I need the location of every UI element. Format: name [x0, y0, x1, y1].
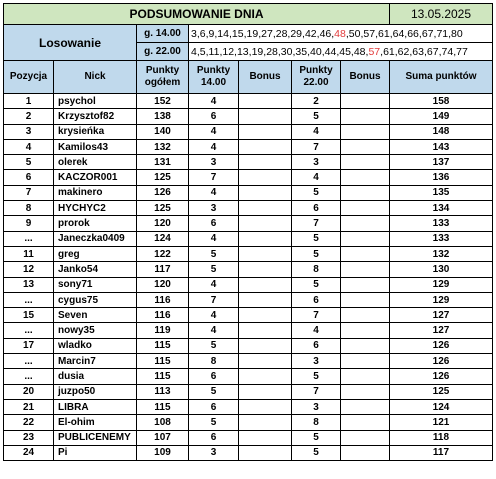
points-2200-cell: 5 — [292, 185, 341, 200]
points-2200-cell: 6 — [292, 338, 341, 353]
nick-cell: wladko — [54, 338, 137, 353]
bonus-1400-cell — [239, 109, 292, 124]
points-2200-cell: 8 — [292, 262, 341, 277]
table-row — [4, 109, 493, 124]
bonus-1400-cell — [239, 262, 292, 277]
points-1400-cell: 6 — [189, 109, 239, 124]
points-2200-cell: 7 — [292, 216, 341, 231]
sum-points-cell: 133 — [390, 216, 493, 231]
bonus-2200-cell — [341, 338, 390, 353]
points-1400-cell: 7 — [189, 292, 239, 307]
nick-cell: El-ohim — [54, 415, 137, 430]
bonus-1400-cell — [239, 399, 292, 414]
bonus-2200-cell — [341, 124, 390, 139]
draw-number: 62 — [397, 45, 410, 58]
bonus-2200-cell — [341, 185, 390, 200]
col-header-position: Pozycja — [4, 61, 54, 94]
draw-number: 3 — [191, 27, 197, 40]
bonus-1400-cell — [239, 139, 292, 154]
position-cell: 1 — [4, 94, 54, 109]
draw-number: 67 — [426, 45, 439, 58]
position-cell: 8 — [4, 201, 54, 216]
draw-number: 15 — [231, 27, 244, 40]
points-1400-cell: 4 — [189, 323, 239, 338]
points-1400-cell: 4 — [189, 139, 239, 154]
total-points-cell: 122 — [137, 246, 189, 261]
points-1400-cell: 4 — [189, 231, 239, 246]
points-2200-cell: 3 — [292, 399, 341, 414]
sum-points-cell: 125 — [390, 384, 493, 399]
total-points-cell: 115 — [137, 369, 189, 384]
position-cell: 20 — [4, 384, 54, 399]
position-cell: 23 — [4, 430, 54, 445]
position-cell: 24 — [4, 445, 54, 460]
nick-cell: HYCHYC2 — [54, 201, 137, 216]
bonus-1400-cell — [239, 185, 292, 200]
bonus-1400-cell — [239, 369, 292, 384]
table-row — [4, 292, 493, 307]
draw-number: 5 — [199, 45, 206, 58]
sum-points-cell: 118 — [390, 430, 493, 445]
bonus-2200-cell — [341, 109, 390, 124]
sum-points-cell: 126 — [390, 338, 493, 353]
draw-number: 57 — [363, 27, 376, 40]
nick-cell: krysieńka — [54, 124, 137, 139]
draw-number: 61 — [378, 27, 390, 40]
draw-number: 35 — [295, 45, 308, 58]
total-points-cell: 107 — [137, 430, 189, 445]
bonus-2200-cell — [341, 445, 390, 460]
points-1400-cell: 3 — [189, 445, 239, 460]
position-cell: 12 — [4, 262, 54, 277]
bonus-2200-cell — [341, 384, 390, 399]
points-1400-cell: 5 — [189, 338, 239, 353]
sum-points-cell: 127 — [390, 323, 493, 338]
points-1400-cell: 5 — [189, 246, 239, 261]
total-points-cell: 152 — [137, 94, 189, 109]
position-cell: 21 — [4, 399, 54, 414]
draw-number: 19 — [246, 27, 259, 40]
draw-number: 74 — [441, 45, 454, 58]
position-cell: 22 — [4, 415, 54, 430]
draw-number: 29 — [290, 27, 303, 40]
position-cell: ... — [4, 323, 54, 338]
points-2200-cell: 3 — [292, 354, 341, 369]
points-1400-cell: 5 — [189, 262, 239, 277]
bonus-2200-cell — [341, 292, 390, 307]
bonus-2200-cell — [341, 430, 390, 445]
points-1400-cell: 4 — [189, 277, 239, 292]
col-header-nick: Nick — [54, 61, 137, 94]
summary-table — [3, 3, 493, 461]
points-1400-cell: 8 — [189, 354, 239, 369]
position-cell: 11 — [4, 246, 54, 261]
points-1400-cell: 3 — [189, 155, 239, 170]
draw-number: 12 — [222, 45, 235, 58]
bonus-1400-cell — [239, 201, 292, 216]
bonus-1400-cell — [239, 415, 292, 430]
bonus-2200-cell — [341, 277, 390, 292]
bonus-1400-cell — [239, 94, 292, 109]
draw-number: 30 — [280, 45, 293, 58]
sum-points-cell: 133 — [390, 231, 493, 246]
points-2200-cell: 2 — [292, 94, 341, 109]
points-2200-cell: 4 — [292, 323, 341, 338]
bonus-2200-cell — [341, 246, 390, 261]
points-2200-cell: 5 — [292, 231, 341, 246]
points-2200-cell: 7 — [292, 384, 341, 399]
nick-cell: dusia — [54, 369, 137, 384]
bonus-1400-cell — [239, 170, 292, 185]
total-points-cell: 138 — [137, 109, 189, 124]
nick-cell: prorok — [54, 216, 137, 231]
points-2200-cell: 3 — [292, 155, 341, 170]
draw-number: 28 — [275, 27, 288, 40]
total-points-cell: 120 — [137, 277, 189, 292]
sum-points-cell: 136 — [390, 170, 493, 185]
draw-number: 64 — [392, 27, 405, 40]
table-row — [4, 384, 493, 399]
points-1400-cell: 7 — [189, 170, 239, 185]
bonus-2200-cell — [341, 170, 390, 185]
nick-cell: psychol — [54, 94, 137, 109]
bonus-1400-cell — [239, 155, 292, 170]
points-1400-cell: 4 — [189, 185, 239, 200]
sum-points-cell: 132 — [390, 246, 493, 261]
nick-cell: Pi — [54, 445, 137, 460]
draw-number: 40 — [310, 45, 322, 58]
sum-points-cell: 129 — [390, 277, 493, 292]
bonus-2200-cell — [341, 155, 390, 170]
points-1400-cell: 5 — [189, 415, 239, 430]
position-cell: ... — [4, 231, 54, 246]
total-points-cell: 108 — [137, 415, 189, 430]
points-2200-cell: 5 — [292, 277, 341, 292]
draw-number: 45 — [339, 45, 351, 58]
draw-number: 57 — [368, 45, 381, 58]
sum-points-cell: 137 — [390, 155, 493, 170]
report-date: 13.05.2025 — [390, 4, 493, 25]
bonus-2200-cell — [341, 139, 390, 154]
bonus-1400-cell — [239, 292, 292, 307]
total-points-cell: 119 — [137, 323, 189, 338]
sum-points-cell: 126 — [390, 354, 493, 369]
nick-cell: Krzysztof82 — [54, 109, 137, 124]
col-header-sum: Suma punktów — [390, 61, 493, 94]
draw-number: 14 — [217, 27, 229, 40]
draw-number: 19 — [251, 45, 264, 58]
nick-cell: nowy35 — [54, 323, 137, 338]
nick-cell: Seven — [54, 308, 137, 323]
nick-cell: cygus75 — [54, 292, 137, 307]
draw-number: 77 — [456, 45, 468, 58]
position-cell: 17 — [4, 338, 54, 353]
bonus-1400-cell — [239, 216, 292, 231]
total-points-cell: 113 — [137, 384, 189, 399]
draw-number: 4 — [191, 45, 197, 58]
draw-number: 63 — [412, 45, 424, 58]
table-row — [4, 354, 493, 369]
draw-number: 66 — [407, 27, 419, 40]
page-title: PODSUMOWANIE DNIA — [4, 4, 390, 25]
nick-cell: KACZOR001 — [54, 170, 137, 185]
position-cell: 7 — [4, 185, 54, 200]
bonus-2200-cell — [341, 415, 390, 430]
total-points-cell: 124 — [137, 231, 189, 246]
points-1400-cell: 4 — [189, 308, 239, 323]
table-row — [4, 445, 493, 460]
bonus-2200-cell — [341, 262, 390, 277]
nick-cell: makinero — [54, 185, 137, 200]
sum-points-cell: 117 — [390, 445, 493, 460]
total-points-cell: 125 — [137, 170, 189, 185]
draw-number: 61 — [383, 45, 395, 58]
total-points-cell: 117 — [137, 262, 189, 277]
position-cell: 5 — [4, 155, 54, 170]
draw-number: 27 — [261, 27, 273, 40]
table-row — [4, 369, 493, 384]
total-points-cell: 131 — [137, 155, 189, 170]
col-header-bonus-1400: Bonus — [239, 61, 292, 94]
draw-number: 13 — [236, 45, 249, 58]
table-row — [4, 216, 493, 231]
sum-points-cell: 134 — [390, 201, 493, 216]
points-1400-cell: 4 — [189, 124, 239, 139]
bonus-1400-cell — [239, 231, 292, 246]
col-header-points-2200: Punkty 22.00 — [292, 61, 341, 94]
nick-cell: sony71 — [54, 277, 137, 292]
position-cell: 2 — [4, 109, 54, 124]
total-points-cell: 116 — [137, 308, 189, 323]
points-2200-cell: 5 — [292, 246, 341, 261]
draw-number: 28 — [266, 45, 278, 58]
total-points-cell: 132 — [137, 139, 189, 154]
bonus-1400-cell — [239, 308, 292, 323]
draw-number: 46 — [319, 27, 332, 40]
nick-cell: PUBLICENEMY — [54, 430, 137, 445]
table-row — [4, 323, 493, 338]
draw-number: 44 — [324, 45, 337, 58]
total-points-cell: 116 — [137, 292, 189, 307]
position-cell: 15 — [4, 308, 54, 323]
bonus-2200-cell — [341, 399, 390, 414]
points-2200-cell: 4 — [292, 170, 341, 185]
sum-points-cell: 130 — [390, 262, 493, 277]
draw-numbers-1400: 3,6,9,14,15,19,27,28,29,42,46,48,50,57,61,64,66,67,71,80 — [189, 25, 493, 43]
table-row — [4, 338, 493, 353]
bonus-1400-cell — [239, 246, 292, 261]
total-points-cell: 109 — [137, 445, 189, 460]
points-2200-cell: 5 — [292, 445, 341, 460]
nick-cell: Janko54 — [54, 262, 137, 277]
sum-points-cell: 124 — [390, 399, 493, 414]
table-row — [4, 277, 493, 292]
position-cell: 6 — [4, 170, 54, 185]
points-2200-cell: 4 — [292, 124, 341, 139]
position-cell: 4 — [4, 139, 54, 154]
points-1400-cell: 6 — [189, 399, 239, 414]
nick-cell: olerek — [54, 155, 137, 170]
draw-time-1400: g. 14.00 — [137, 25, 189, 43]
col-header-total: Punkty ogółem — [137, 61, 189, 94]
table-row — [4, 155, 493, 170]
bonus-2200-cell — [341, 308, 390, 323]
sum-points-cell: 158 — [390, 94, 493, 109]
sum-points-cell: 148 — [390, 124, 493, 139]
nick-cell: Kamilos43 — [54, 139, 137, 154]
col-header-bonus-2200: Bonus — [341, 61, 390, 94]
sum-points-cell: 135 — [390, 185, 493, 200]
bonus-1400-cell — [239, 430, 292, 445]
draw-number: 50 — [348, 27, 361, 40]
bonus-2200-cell — [341, 231, 390, 246]
position-cell: ... — [4, 354, 54, 369]
bonus-2200-cell — [341, 354, 390, 369]
table-row — [4, 430, 493, 445]
total-points-cell: 115 — [137, 399, 189, 414]
total-points-cell: 125 — [137, 201, 189, 216]
draw-number: 48 — [334, 27, 346, 40]
position-cell: ... — [4, 369, 54, 384]
bonus-1400-cell — [239, 445, 292, 460]
points-1400-cell: 6 — [189, 216, 239, 231]
draw-number: 67 — [421, 27, 434, 40]
bonus-1400-cell — [239, 124, 292, 139]
bonus-1400-cell — [239, 277, 292, 292]
total-points-cell: 115 — [137, 354, 189, 369]
table-row — [4, 231, 493, 246]
sum-points-cell: 129 — [390, 292, 493, 307]
nick-cell: Janeczka0409 — [54, 231, 137, 246]
sum-points-cell: 126 — [390, 369, 493, 384]
points-2200-cell: 6 — [292, 292, 341, 307]
position-cell: 3 — [4, 124, 54, 139]
nick-cell: greg — [54, 246, 137, 261]
draw-number: 71 — [436, 27, 449, 40]
sum-points-cell: 143 — [390, 139, 493, 154]
draws-label: Losowanie — [4, 25, 137, 61]
points-2200-cell: 5 — [292, 109, 341, 124]
sum-points-cell: 149 — [390, 109, 493, 124]
points-1400-cell: 6 — [189, 430, 239, 445]
draw-number: 42 — [304, 27, 317, 40]
draw-number: 6 — [199, 27, 206, 40]
points-1400-cell: 6 — [189, 369, 239, 384]
draw-number: 48 — [353, 45, 366, 58]
bonus-2200-cell — [341, 94, 390, 109]
sum-points-cell: 127 — [390, 308, 493, 323]
points-2200-cell: 6 — [292, 201, 341, 216]
table-row — [4, 308, 493, 323]
table-row — [4, 170, 493, 185]
draw-number: 11 — [208, 45, 220, 58]
nick-cell: Marcin7 — [54, 354, 137, 369]
table-row — [4, 262, 493, 277]
bonus-1400-cell — [239, 323, 292, 338]
table-row — [4, 415, 493, 430]
total-points-cell: 120 — [137, 216, 189, 231]
table-row — [4, 124, 493, 139]
summary-sheet — [3, 3, 493, 461]
bonus-1400-cell — [239, 384, 292, 399]
bonus-2200-cell — [341, 369, 390, 384]
table-row — [4, 94, 493, 109]
total-points-cell: 115 — [137, 338, 189, 353]
draw-time-2200: g. 22.00 — [137, 43, 189, 61]
points-1400-cell: 4 — [189, 94, 239, 109]
draw-number: 9 — [208, 27, 215, 40]
table-row — [4, 185, 493, 200]
total-points-cell: 140 — [137, 124, 189, 139]
bonus-2200-cell — [341, 323, 390, 338]
draw-number: 80 — [451, 27, 463, 40]
col-header-points-1400: Punkty 14.00 — [189, 61, 239, 94]
draw-numbers-2200: 4,5,11,12,13,19,28,30,35,40,44,45,48,57,61,62,63,67,74,77 — [189, 43, 493, 61]
position-cell: ... — [4, 292, 54, 307]
bonus-1400-cell — [239, 338, 292, 353]
points-2200-cell: 7 — [292, 308, 341, 323]
table-row — [4, 201, 493, 216]
sum-points-cell: 121 — [390, 415, 493, 430]
points-1400-cell: 3 — [189, 201, 239, 216]
position-cell: 9 — [4, 216, 54, 231]
points-2200-cell: 8 — [292, 415, 341, 430]
position-cell: 13 — [4, 277, 54, 292]
table-row — [4, 246, 493, 261]
points-2200-cell: 5 — [292, 430, 341, 445]
nick-cell: LIBRA — [54, 399, 137, 414]
points-2200-cell: 7 — [292, 139, 341, 154]
bonus-2200-cell — [341, 216, 390, 231]
points-2200-cell: 5 — [292, 369, 341, 384]
table-row — [4, 399, 493, 414]
table-row — [4, 139, 493, 154]
bonus-1400-cell — [239, 354, 292, 369]
bonus-2200-cell — [341, 201, 390, 216]
points-1400-cell: 5 — [189, 384, 239, 399]
nick-cell: juzpo50 — [54, 384, 137, 399]
total-points-cell: 126 — [137, 185, 189, 200]
